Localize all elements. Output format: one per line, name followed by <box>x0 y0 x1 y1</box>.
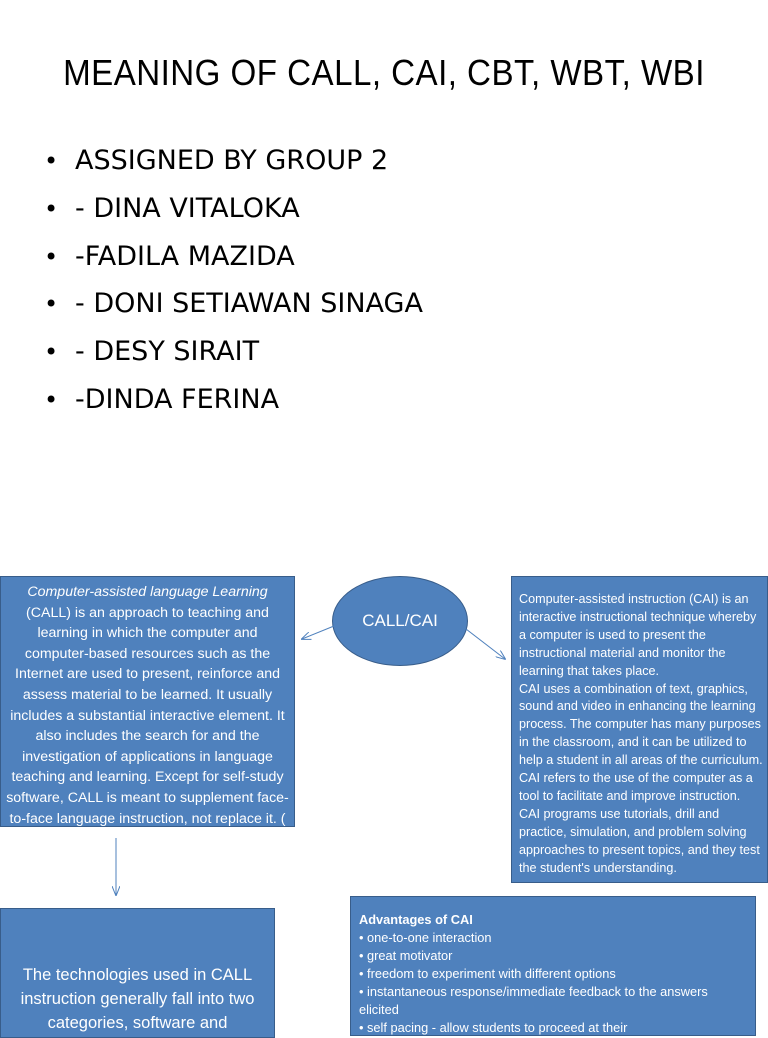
call-technologies-text: The technologies used in CALL instruction generally fall into two categories, software and <box>20 966 255 1032</box>
cai-paragraph-1: Computer-assisted instruction (CAI) is an interactive instructional technique whereby a computer is used to present the instructional material and monitor the learning that takes place. <box>519 592 757 678</box>
advantage-item: • one-to-one interaction <box>359 930 492 945</box>
bullet-glyph: • <box>44 194 59 223</box>
call-cai-label: CALL/CAI <box>362 611 438 630</box>
bullet-glyph: • <box>44 242 59 271</box>
arrow-to-cai-box <box>466 629 505 659</box>
advantage-item: • self pacing - allow students to proceed at their <box>359 1020 628 1035</box>
bullet-text: -FADILA MAZIDA <box>75 240 295 272</box>
slide-title: MEANING OF CALL, CAI, CBT, WBT, WBI <box>63 52 705 93</box>
cai-definition-box <box>511 576 768 883</box>
call-cai-node <box>332 576 468 666</box>
call-term: Computer-assisted language Learning <box>27 584 268 600</box>
bullet-list <box>44 142 423 429</box>
advantages-title: Advantages of CAI <box>359 912 473 927</box>
bullet-item <box>44 285 423 333</box>
bullet-text: -DINDA FERINA <box>75 383 280 415</box>
bullet-text: ASSIGNED BY GROUP 2 <box>75 145 389 176</box>
cai-advantages-box <box>350 896 756 1036</box>
bullet-text: - DINA VITALOKA <box>75 192 300 224</box>
advantage-item: • instantaneous response/immediate feedback to the answers elicited <box>359 984 708 1017</box>
bullet-item <box>44 238 423 286</box>
call-technologies-box <box>0 908 275 1038</box>
bullet-item <box>44 142 423 190</box>
call-definition-text: (CALL) is an approach to teaching and learning in which the computer and computer-based resources such as the Internet are used to present, reinforce and assess material to be learned. It usually includes a substantial interactive element. It also includes the search for and the investigation of applications in language teaching and learning. Except for self-study software, CALL is meant to supplement face-to-face language instruction, not replace it. ( <box>6 604 289 827</box>
cai-paragraph-2: CAI uses a combination of text, graphics, sound and video in enhancing the learning process. The computer has many purposes in the classroom, and it can be utilized to help a student in all areas of the curriculum. CAI refers to the use of the computer as a tool to facilitate and improve instruction. CAI programs use tutorials, drill and practice, simulation, and problem solving approaches to present topics, and they test the student's understanding. <box>519 681 763 875</box>
advantage-item: • freedom to experiment with different options <box>359 966 616 981</box>
bullet-glyph: • <box>44 338 59 367</box>
bullet-text: - DONI SETIAWAN SINAGA <box>75 288 423 320</box>
arrow-to-call-box <box>302 626 334 639</box>
advantage-item: • great motivator <box>359 948 453 963</box>
bullet-glyph: • <box>44 385 59 414</box>
bullet-item <box>44 190 423 238</box>
bullet-item <box>44 333 423 381</box>
bullet-glyph: • <box>44 147 59 175</box>
bullet-item <box>44 381 423 429</box>
bullet-glyph: • <box>44 290 59 319</box>
call-definition-box <box>0 576 295 827</box>
bullet-text: - DESY SIRAIT <box>75 336 260 368</box>
